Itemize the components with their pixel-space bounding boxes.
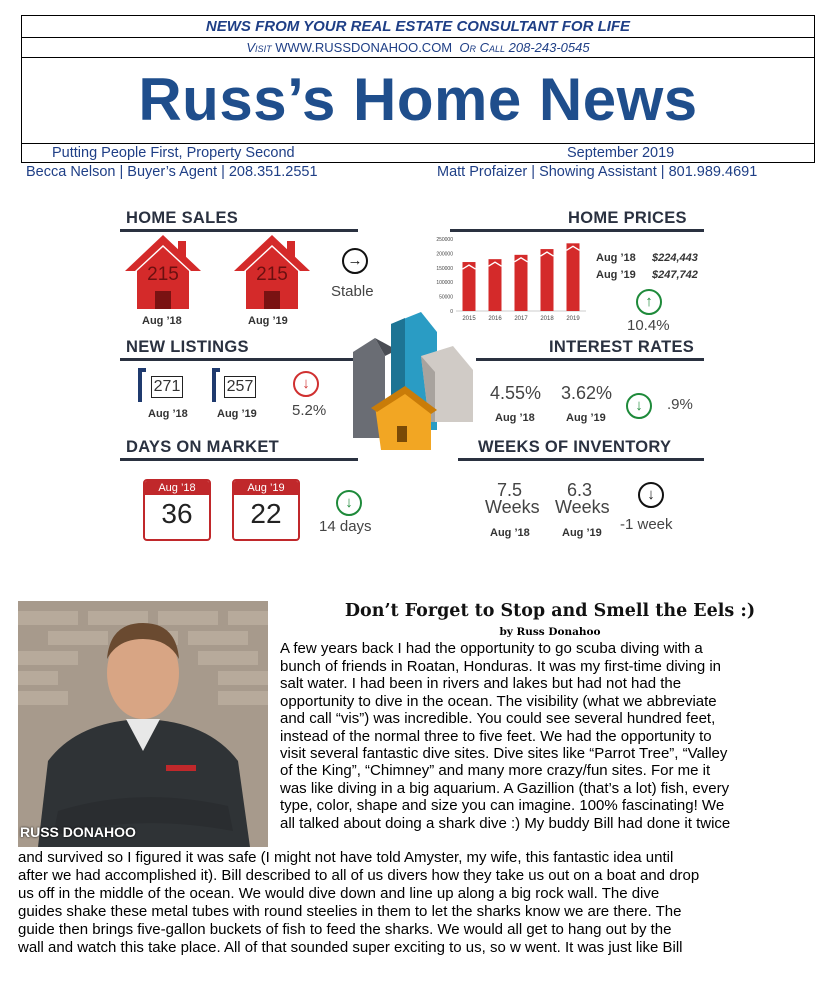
y-tick-label: 150000 [436,265,453,272]
calendar-month: Aug ’19 [234,481,298,495]
arrow-down-icon: ↓ [336,490,362,516]
calendar-month: Aug ’18 [145,481,209,495]
agent-right: Matt Profaizer | Showing Assistant | 801.989.4691 [437,164,758,180]
weeks-inventory-aug19-label: Aug ’19 [562,527,602,539]
calendar-icon [232,479,300,541]
article-line: A few years back I had the opportunity to go scuba diving with a [280,640,703,657]
call-label: Or Call [459,40,505,55]
newsletter-title: Russ’s Home News [138,66,698,133]
article-line: bunch of friends in Roatan, Honduras. It was my first-time diving in [280,658,722,675]
home-prices-heading: HOME PRICES [568,209,687,227]
article-line: visit several fantastic dive sites. Dive sites like “Parrot Tree”, “Valley [280,745,728,762]
home-sales-heading: HOME SALES [126,209,239,227]
weeks-inventory-aug18-value: 7.5 [497,480,523,500]
price-bar [463,262,476,311]
divider [120,229,358,232]
x-tick-label: 2019 [566,316,580,322]
article-line: us off in the middle of the ocean. We would dive down and line up along a big rock wall. The dive [18,885,660,902]
article-line: guide then brings five-gallon buckets of fish to feed the sharks. We would all get to hang out by the [18,921,672,938]
price-bar [489,259,502,311]
home-prices-aug18-label: Aug ’18 [596,252,636,264]
article-line: was like diving in a big aquarium. A Gazillion (that’s a lot) fish, every [280,780,730,797]
masthead-tagline: NEWS FROM YOUR REAL ESTATE CONSULTANT FOR LIFE [22,16,814,38]
article-line: opportunity to dive in the ocean. The visibility (what we abbreviate [280,693,717,710]
masthead-subtitle-row [22,144,814,162]
interest-rate-change: .9% [667,396,693,413]
y-tick-label: 0 [450,309,453,315]
x-tick-label: 2016 [488,316,502,322]
y-tick-label: 50000 [439,294,453,301]
home-prices-aug18-value: $224,443 [652,252,698,264]
x-tick-label: 2018 [540,316,554,322]
price-bar [541,249,554,311]
weeks-inventory-change: -1 week [620,516,673,533]
new-listings-aug19-label: Aug ’19 [217,408,257,420]
weeks-inventory-heading: WEEKS OF INVENTORY [478,438,672,456]
issue-date: September 2019 [567,145,675,161]
website-link[interactable]: WWW.RUSSDONAHOO.COM [275,40,453,55]
price-bar [515,255,528,311]
home-prices-aug19-value: $247,742 [652,269,698,281]
weeks-unit-label: Weeks [555,497,610,517]
y-tick-label: 250000 [436,237,453,243]
price-bar [567,243,580,311]
interest-rates-heading: INTEREST RATES [549,338,695,356]
article-line: all talked about doing a shark dive :) My buddy Bill had done it twice [280,815,731,832]
slogan: Putting People First, Property Second [52,145,295,161]
y-tick-label: 100000 [436,280,453,287]
article-line: guides shake these metal tubes with round steelies in them to let the sharks know we are there. The [18,903,682,920]
days-on-market-change: 14 days [319,518,372,535]
new-listings-aug18-value: 271 [151,376,183,398]
x-tick-label: 2017 [514,316,528,322]
new-listings-change: 5.2% [292,402,327,419]
visit-label: Visit [246,40,272,55]
sign-post-icon [212,368,220,402]
home-sales-aug18-label: Aug ’18 [142,315,182,327]
home-sales-aug19-value: 215 [256,264,288,285]
days-on-market-heading: DAYS ON MARKET [126,438,280,456]
days-on-market-aug18-value: 36 [161,498,193,529]
calendar-icon [143,479,211,541]
photo-caption: RUSS DONAHOO [20,824,136,840]
buildings-illustration [345,310,485,450]
author-photo [18,601,268,847]
article-line: and call “vis”) was incredible. You could see several hundred feet, [280,710,716,727]
home-prices-aug19-label: Aug ’19 [596,269,636,281]
article-line: salt water. I had been in rivers and lakes but had not had the [280,675,682,692]
arrow-up-icon: ↑ [636,289,662,315]
masthead [21,15,815,163]
arrow-right-icon: → [342,248,368,274]
article-byline: by Russ Donahoo [499,626,601,638]
weeks-inventory-aug18-label: Aug ’18 [490,527,530,539]
divider [450,229,704,232]
home-sales-aug19-label: Aug ’19 [248,315,288,327]
article-line: after we had accomplished it). Bill described to all of us divers how they take us out on a boat and drop [18,867,700,884]
article-line: type, color, shape and size you can imagine. 100% fascinating! We [280,797,725,814]
new-listings-aug18-label: Aug ’18 [148,408,188,420]
new-listings-heading: NEW LISTINGS [126,338,249,356]
home-prices-change: 10.4% [627,317,670,334]
home-sales-trend: Stable [331,283,374,300]
divider [476,358,704,361]
house-icon [123,233,203,313]
arrow-down-icon: ↓ [638,482,664,508]
sign-post-icon [138,368,146,402]
article-title: Don’t Forget to Stop and Smell the Eels :) [344,601,756,621]
divider [458,458,704,461]
divider [120,458,358,461]
phone-number: 208-243-0545 [508,40,590,55]
divider [120,358,358,361]
arrow-down-icon: ↓ [626,393,652,419]
house-icon [232,233,312,313]
masthead-contact [22,38,814,58]
article-line: instead of the normal three to five feet. We had the opportunity to [280,728,712,745]
weeks-inventory-aug19-value: 6.3 [567,480,593,500]
interest-rate-aug18-label: Aug ’18 [495,412,535,424]
interest-rate-aug19-value: 3.62% [561,383,613,403]
x-tick-label: 2015 [462,316,476,322]
article-line: wall and watch this take place. All of that sounded super exciting to us, so w went. It was just like Bill [18,939,683,956]
home-sales-aug18-value: 215 [147,264,179,285]
arrow-down-icon: ↓ [293,371,319,397]
interest-rate-aug18-value: 4.55% [490,383,542,403]
weeks-unit-label: Weeks [485,497,540,517]
article-line: of the King”, “Chimney” and many more crazy/fun sites. For me it [280,762,711,779]
days-on-market-aug19-value: 22 [250,498,282,529]
article-line: and survived so I figured it was safe (I might not have told Amyster, my wife, this fantastic idea until [18,849,674,866]
new-listings-aug19-value: 257 [224,376,256,398]
masthead-title-row [22,58,814,144]
agent-left: Becca Nelson | Buyer’s Agent | 208.351.2551 [26,164,318,180]
interest-rate-aug19-label: Aug ’19 [566,412,606,424]
y-tick-label: 200000 [436,251,453,258]
